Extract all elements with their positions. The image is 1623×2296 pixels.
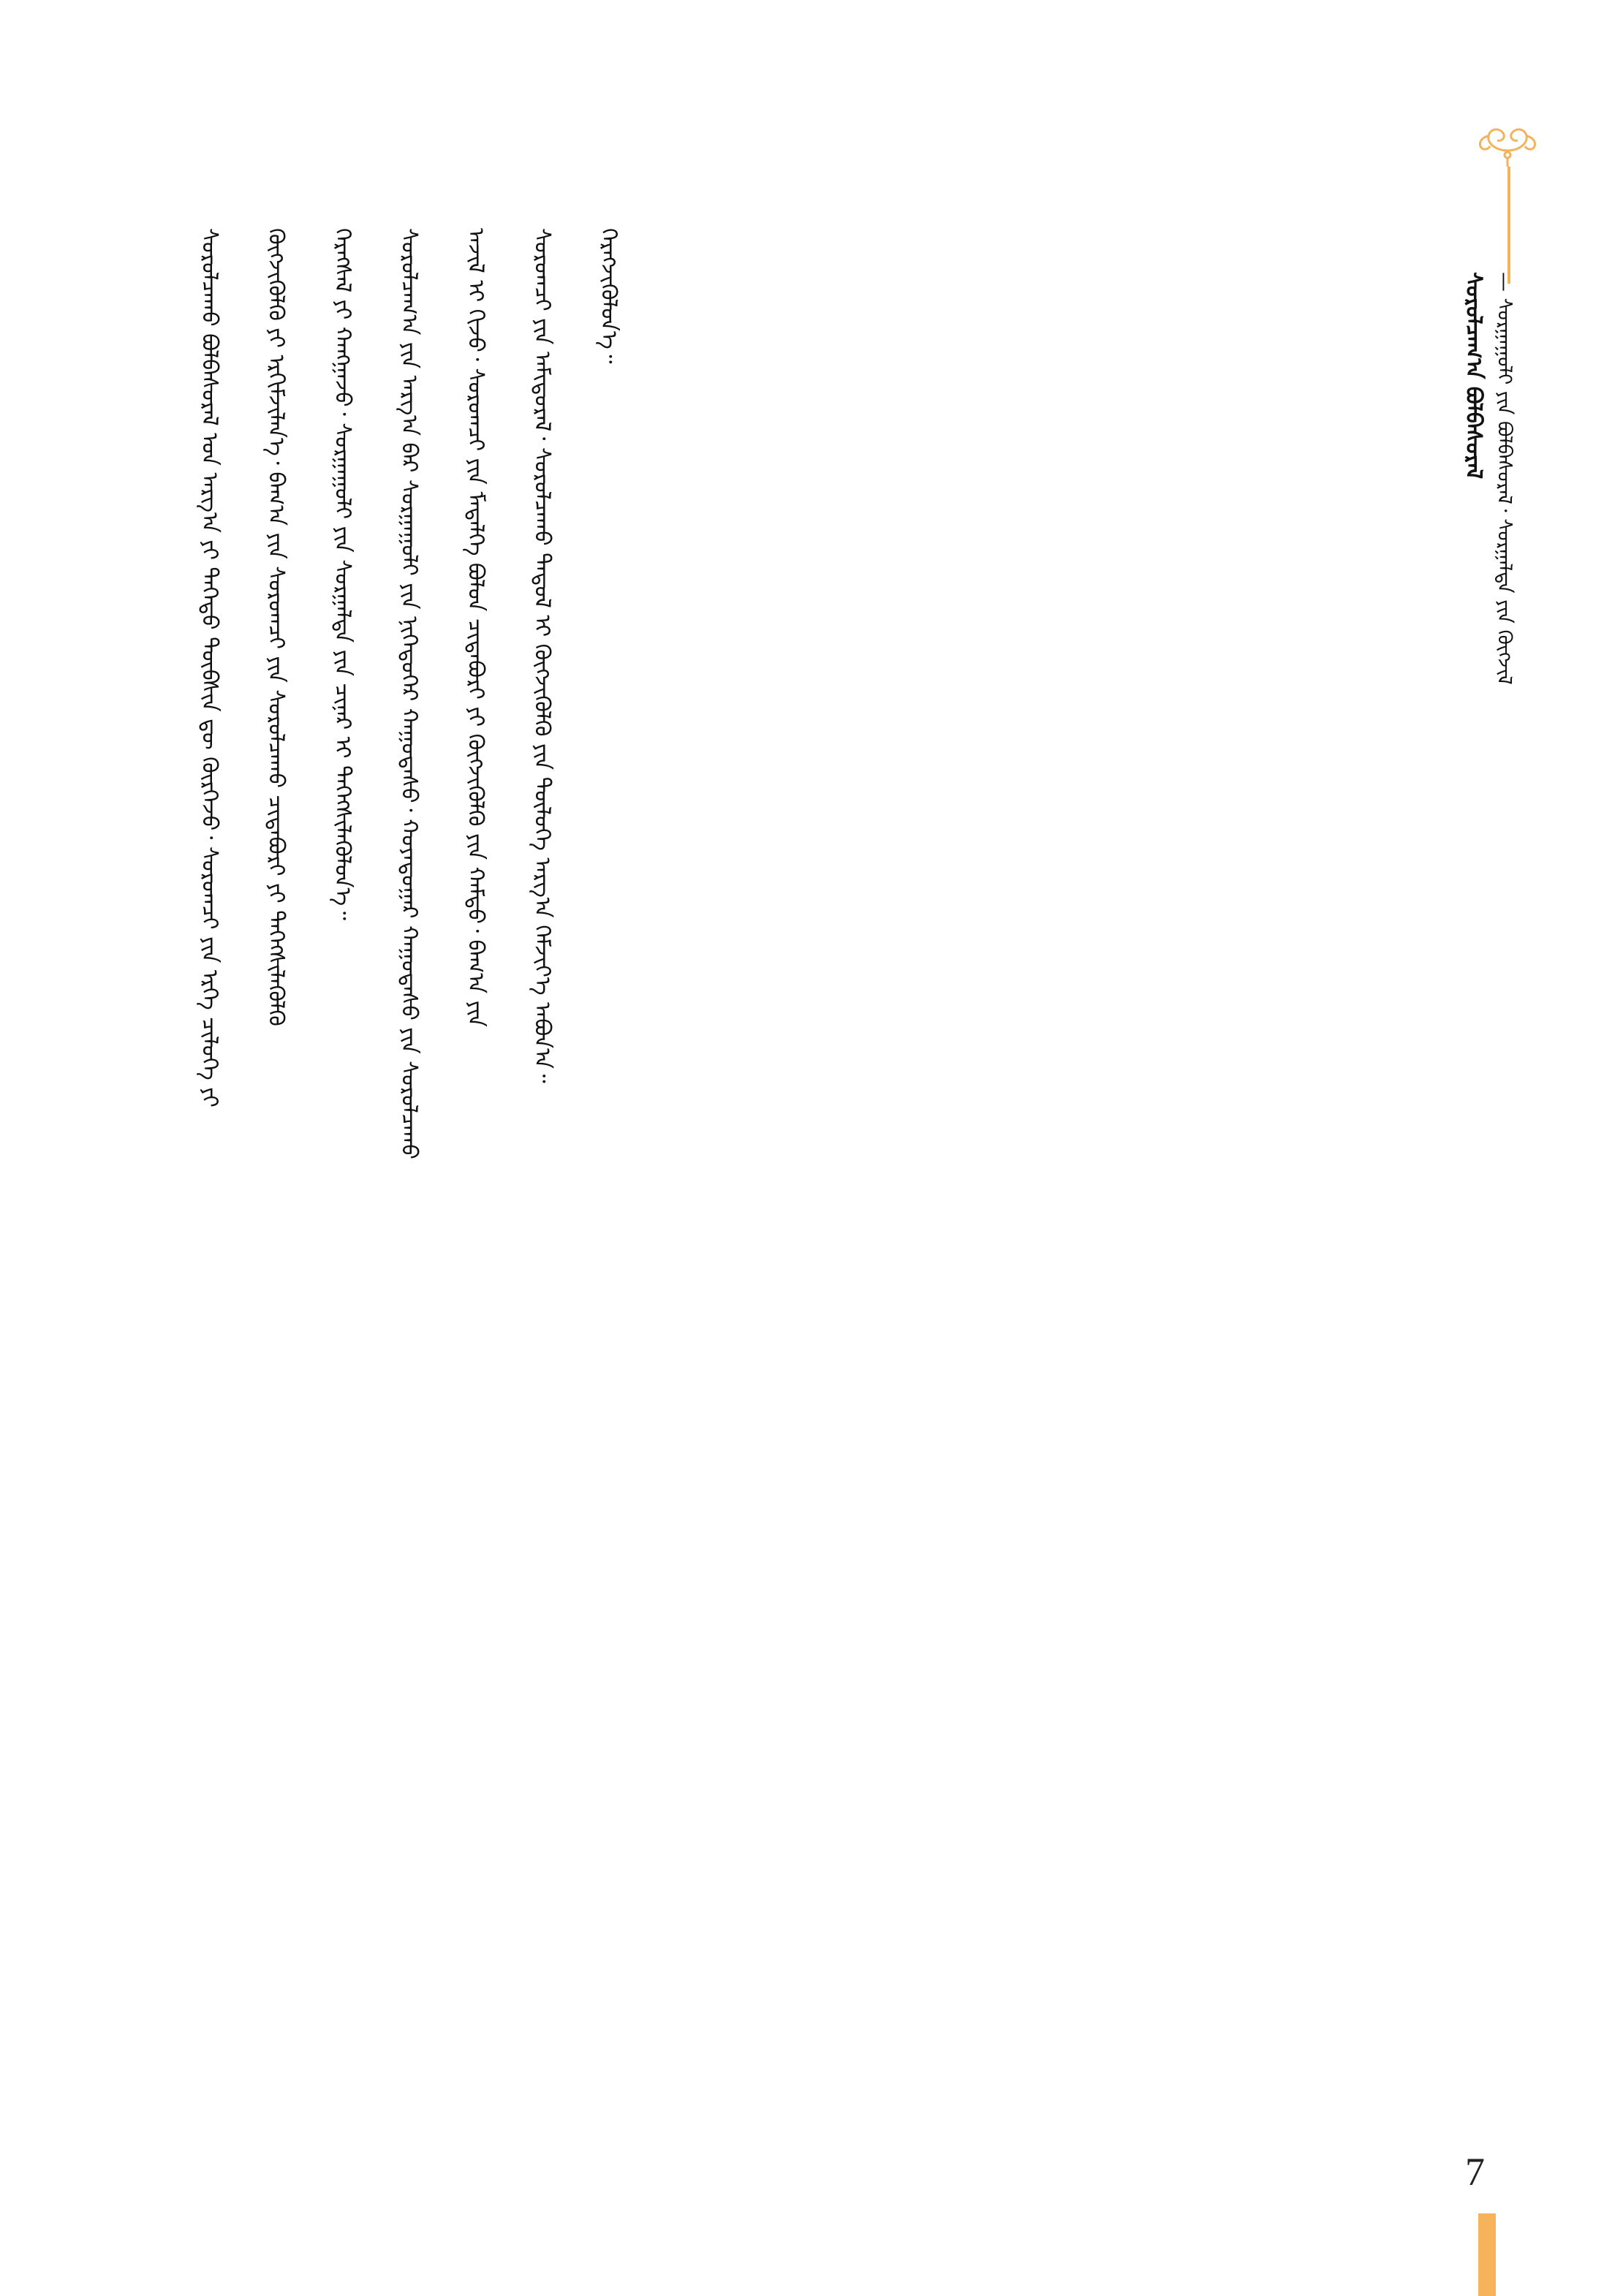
text-column: ᠬᠡᠷᠡᠭᠵᠢᠭᠦᠯᠦᠨ᠎ᠡ᠃ [596,228,621,364]
page-number: 7 [1465,2150,1485,2194]
running-header [1462,272,1514,871]
page-edge-tab [1478,2213,1496,2296]
header-subtitle: — ᠰᠤᠷᠭᠠᠭᠤᠯᠢ ᠶᠢᠨ ᠪᠣᠯᠪᠠᠰᠤᠷᠠᠯ᠂ ᠰᠤᠷᠭᠠᠯᠲᠠ ᠶᠢᠨ ᠬᠥᠭᠵᠢᠯ [1493,272,1516,685]
text-column: ᠬᠥᠭᠵᠢᠭᠦᠯᠬᠦ ᠶᠢ ᠡᠷᠭᠢᠮᠵᠢᠯᠡᠨ᠎ᠡ᠂ ᠪᠠᠭ᠎ᠠ ᠶᠢᠨ ᠰᠤᠷᠤᠭᠴᠢ ᠶᠢᠨ ᠰᠤᠷᠤᠯᠴᠠᠬᠤ ᠴᠢᠳᠠᠪᠤᠷᠢ ᠶᠢ ᠳᠡᠭᠡᠭᠰᠢᠯᠡᠭᠦᠯᠬᠦ [263,228,289,1026]
header-title: ᠰᠤᠷᠤᠯᠴᠠᠭ᠎ᠠ ᠪᠣᠯᠪᠠᠰᠤᠷᠠᠯ [1461,272,1486,480]
text-column: ᠰᠤᠷᠤᠯᠴᠠᠬᠤ ᠪᠣᠯᠪᠠᠰᠤᠷᠠᠯ ᠤᠨ ᠠᠷᠭ᠎ᠠ ᠶᠢ ᠳᠡᠭᠡᠳᠦ ᠲᠦᠪᠰᠢᠨ ᠳᠦ ᠬᠦᠷᠭᠡᠵᠦ᠂ ᠰᠤᠷᠤᠭᠴᠢ ᠶᠢᠨ ᠡᠷᠬᠡ ᠴᠢᠯᠦᠭᠡ ᠶᠢ [197,228,222,1107]
header-rule [1507,167,1510,284]
text-column: ᠰᠤᠷᠤᠯᠴᠠᠭ᠎ᠠ ᠶᠢᠨ ᠠᠷᠭ᠎ᠠ ᠪᠠᠷ ᠰᠤᠷᠭᠠᠭᠤᠯᠢ ᠶᠢᠨ ᠨᠢᠭᠡᠳᠦᠭᠡᠷ ᠬᠠᠭᠤᠳᠠᠰᠤ᠂ ᠬᠣᠶᠠᠳᠤᠭᠠᠷ ᠬᠠᠭᠤᠳᠠᠰᠤ ᠶᠢᠨ ᠰᠤᠷᠤᠯᠴᠠᠬᠤ [396,228,422,1159]
body-text [197,228,621,2085]
text-column: ᠠᠵᠢᠯ ᠢ ᠬᠢᠵᠦ᠂ ᠰᠤᠷᠤᠭᠴᠢ ᠶᠢᠨ ᠮᠡᠳᠡᠯᠭᠡ ᠪᠣᠯᠤᠨ ᠴᠢᠳᠠᠪᠤᠷᠢ ᠶᠢ ᠬᠥᠭᠵᠢᠭᠦᠯᠬᠦ ᠶᠢᠨ ᠬᠠᠮᠲᠤ᠂ ᠪᠠᠭ᠎ᠠ ᠶᠢᠨ [463,228,488,1027]
text-column: ᠰᠤᠷᠤᠭᠴᠢ ᠶᠢᠨ ᠠᠮᠢᠳᠤᠷᠠᠯ᠂ ᠰᠤᠷᠤᠯᠴᠠᠬᠤ ᠳᠠᠳᠤᠯ ᠢ ᠬᠥᠭᠵᠢᠭᠦᠯᠬᠦ ᠶᠢᠨ ᠲᠥᠯᠥᠭᠡ ᠠᠷᠭ᠎ᠠ ᠬᠡᠮᠵᠢᠶ᠎ᠡ ᠠᠪᠤᠨ᠎ᠠ᠃ [529,228,555,1083]
scroll-ornament-icon [1474,121,1554,173]
text-column: ᠬᠡᠷᠡᠭᠰᠡᠯ ᠶᠢ ᠬᠠᠩᠭᠠᠵᠤ᠂ ᠰᠤᠷᠭᠠᠭᠤᠯᠢ ᠶᠢᠨ ᠰᠤᠷᠭᠠᠯᠲᠠ ᠶᠢᠨ ᠴᠢᠨᠠᠷ ᠢ ᠳᠡᠭᠡᠭᠰᠢᠯᠡᠭᠦᠯᠦᠨ᠎ᠡ᠃ [330,228,355,921]
